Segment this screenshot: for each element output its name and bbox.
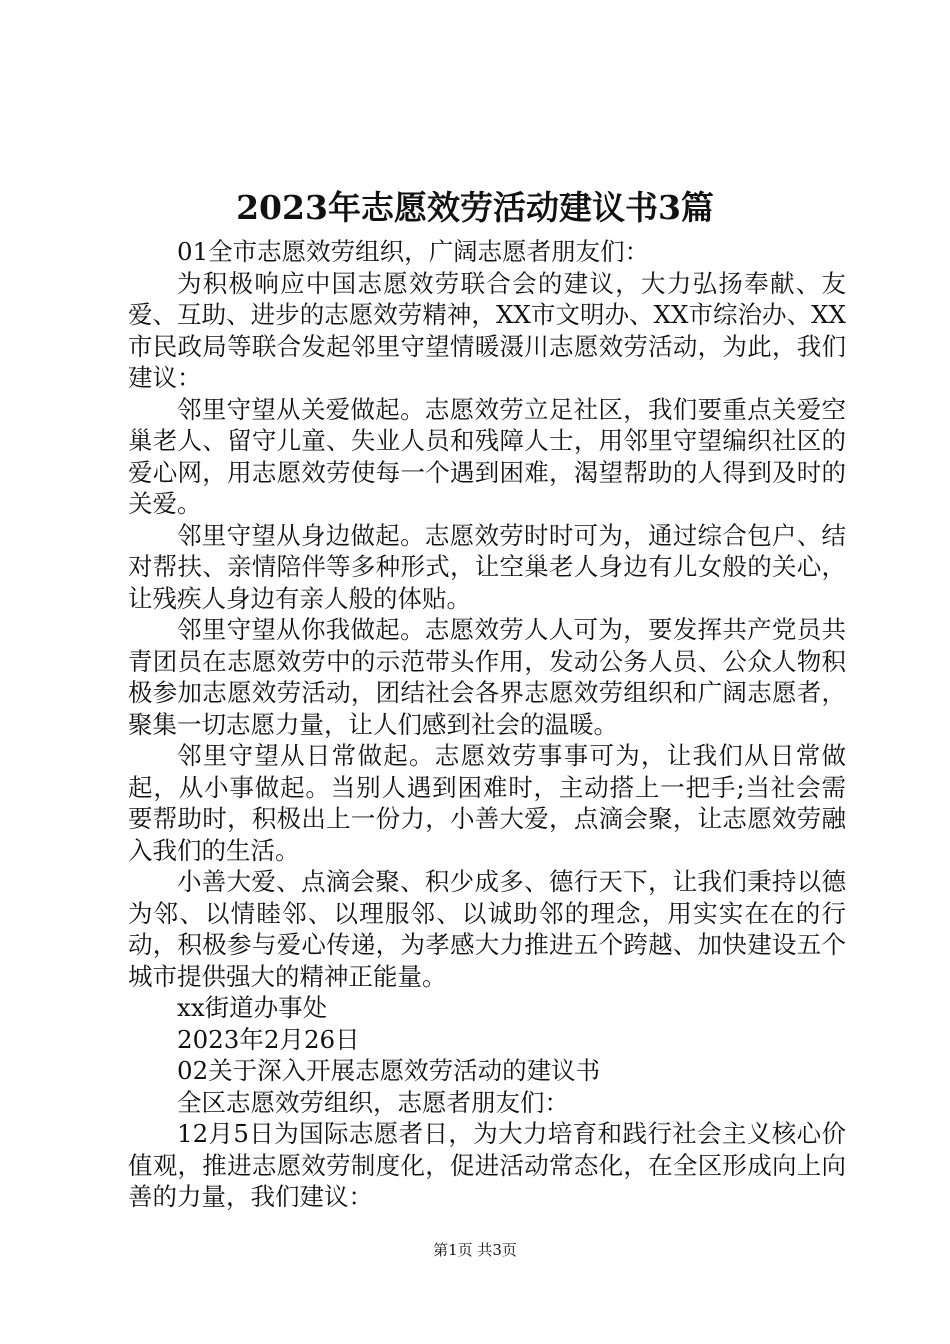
paragraph-nearby: 邻里守望从身边做起。志愿效劳时时可为，通过综合包户、结对帮扶、亲情陪伴等多种形式，让空巢老人身边有儿女般的关心，让残疾人身边有亲人般的体贴。 — [128, 520, 846, 613]
paragraph-conclusion: 小善大爱、点滴会聚、积少成多、德行天下，让我们秉持以德为邻、以情睦邻、以理服邻、以诚助邻的理念，用实实在在的行动，积极参与爱心传递，为孝感大力推进五个跨越、加快建设五个城市提供强大的精神正能量。 — [128, 867, 846, 991]
paragraph-everyone: 邻里守望从你我做起。志愿效劳人人可为，要发挥共产党员共青团员在志愿效劳中的示范带头作用，发动公务人员、公众人物积极参加志愿效劳活动，团结社会各界志愿效劳组织和广阔志愿者，聚集一切志愿力量，让人们感到社会的温暖。 — [128, 615, 846, 739]
document-title: 2023年志愿效劳活动建议书3篇 — [236, 188, 714, 227]
signature-date: 2023年2月26日 — [177, 1024, 360, 1054]
paragraph-volunteer-day: 12月5日为国际志愿者日，为大力培育和践行社会主义核心价值观，推进志愿效劳制度化，促进活动常态化，在全区形成向上向善的力量，我们建议： — [128, 1119, 846, 1211]
paragraph-care: 邻里守望从关爱做起。志愿效劳立足社区，我们要重点关爱空巢老人、留守儿童、失业人员和残障人士，用邻里守望编织社区的爱心网，用志愿效劳使每一个遇到困难，渴望帮助的人得到及时的关爱。 — [128, 394, 846, 518]
paragraph-intro: 为积极响应中国志愿效劳联合会的建议，大力弘扬奉献、友爱、互助、进步的志愿效劳精神，XX市文明办、XX市综治办、XX市民政局等联合发起邻里守望情暖滠川志愿效劳活动，为此，我们建议： — [128, 268, 846, 392]
paragraph-salutation-2: 全区志愿效劳组织，志愿者朋友们： — [177, 1087, 569, 1117]
page-footer: 第1页 共3页 — [433, 1241, 517, 1259]
paragraph-daily: 邻里守望从日常做起。志愿效劳事事可为，让我们从日常做起，从小事做起。当别人遇到困难时，主动搭上一把手;当社会需要帮助时，积极出上一份力，小善大爱，点滴会聚，让志愿效劳融入我们的生活。 — [128, 741, 846, 865]
document-body — [128, 236, 846, 1213]
paragraph-salutation-1: 01全市志愿效劳组织，广阔志愿者朋友们： — [177, 237, 650, 266]
signature-office: xx街道办事处 — [177, 993, 328, 1022]
section-heading-02: 02关于深入开展志愿效劳活动的建议书 — [177, 1056, 601, 1085]
